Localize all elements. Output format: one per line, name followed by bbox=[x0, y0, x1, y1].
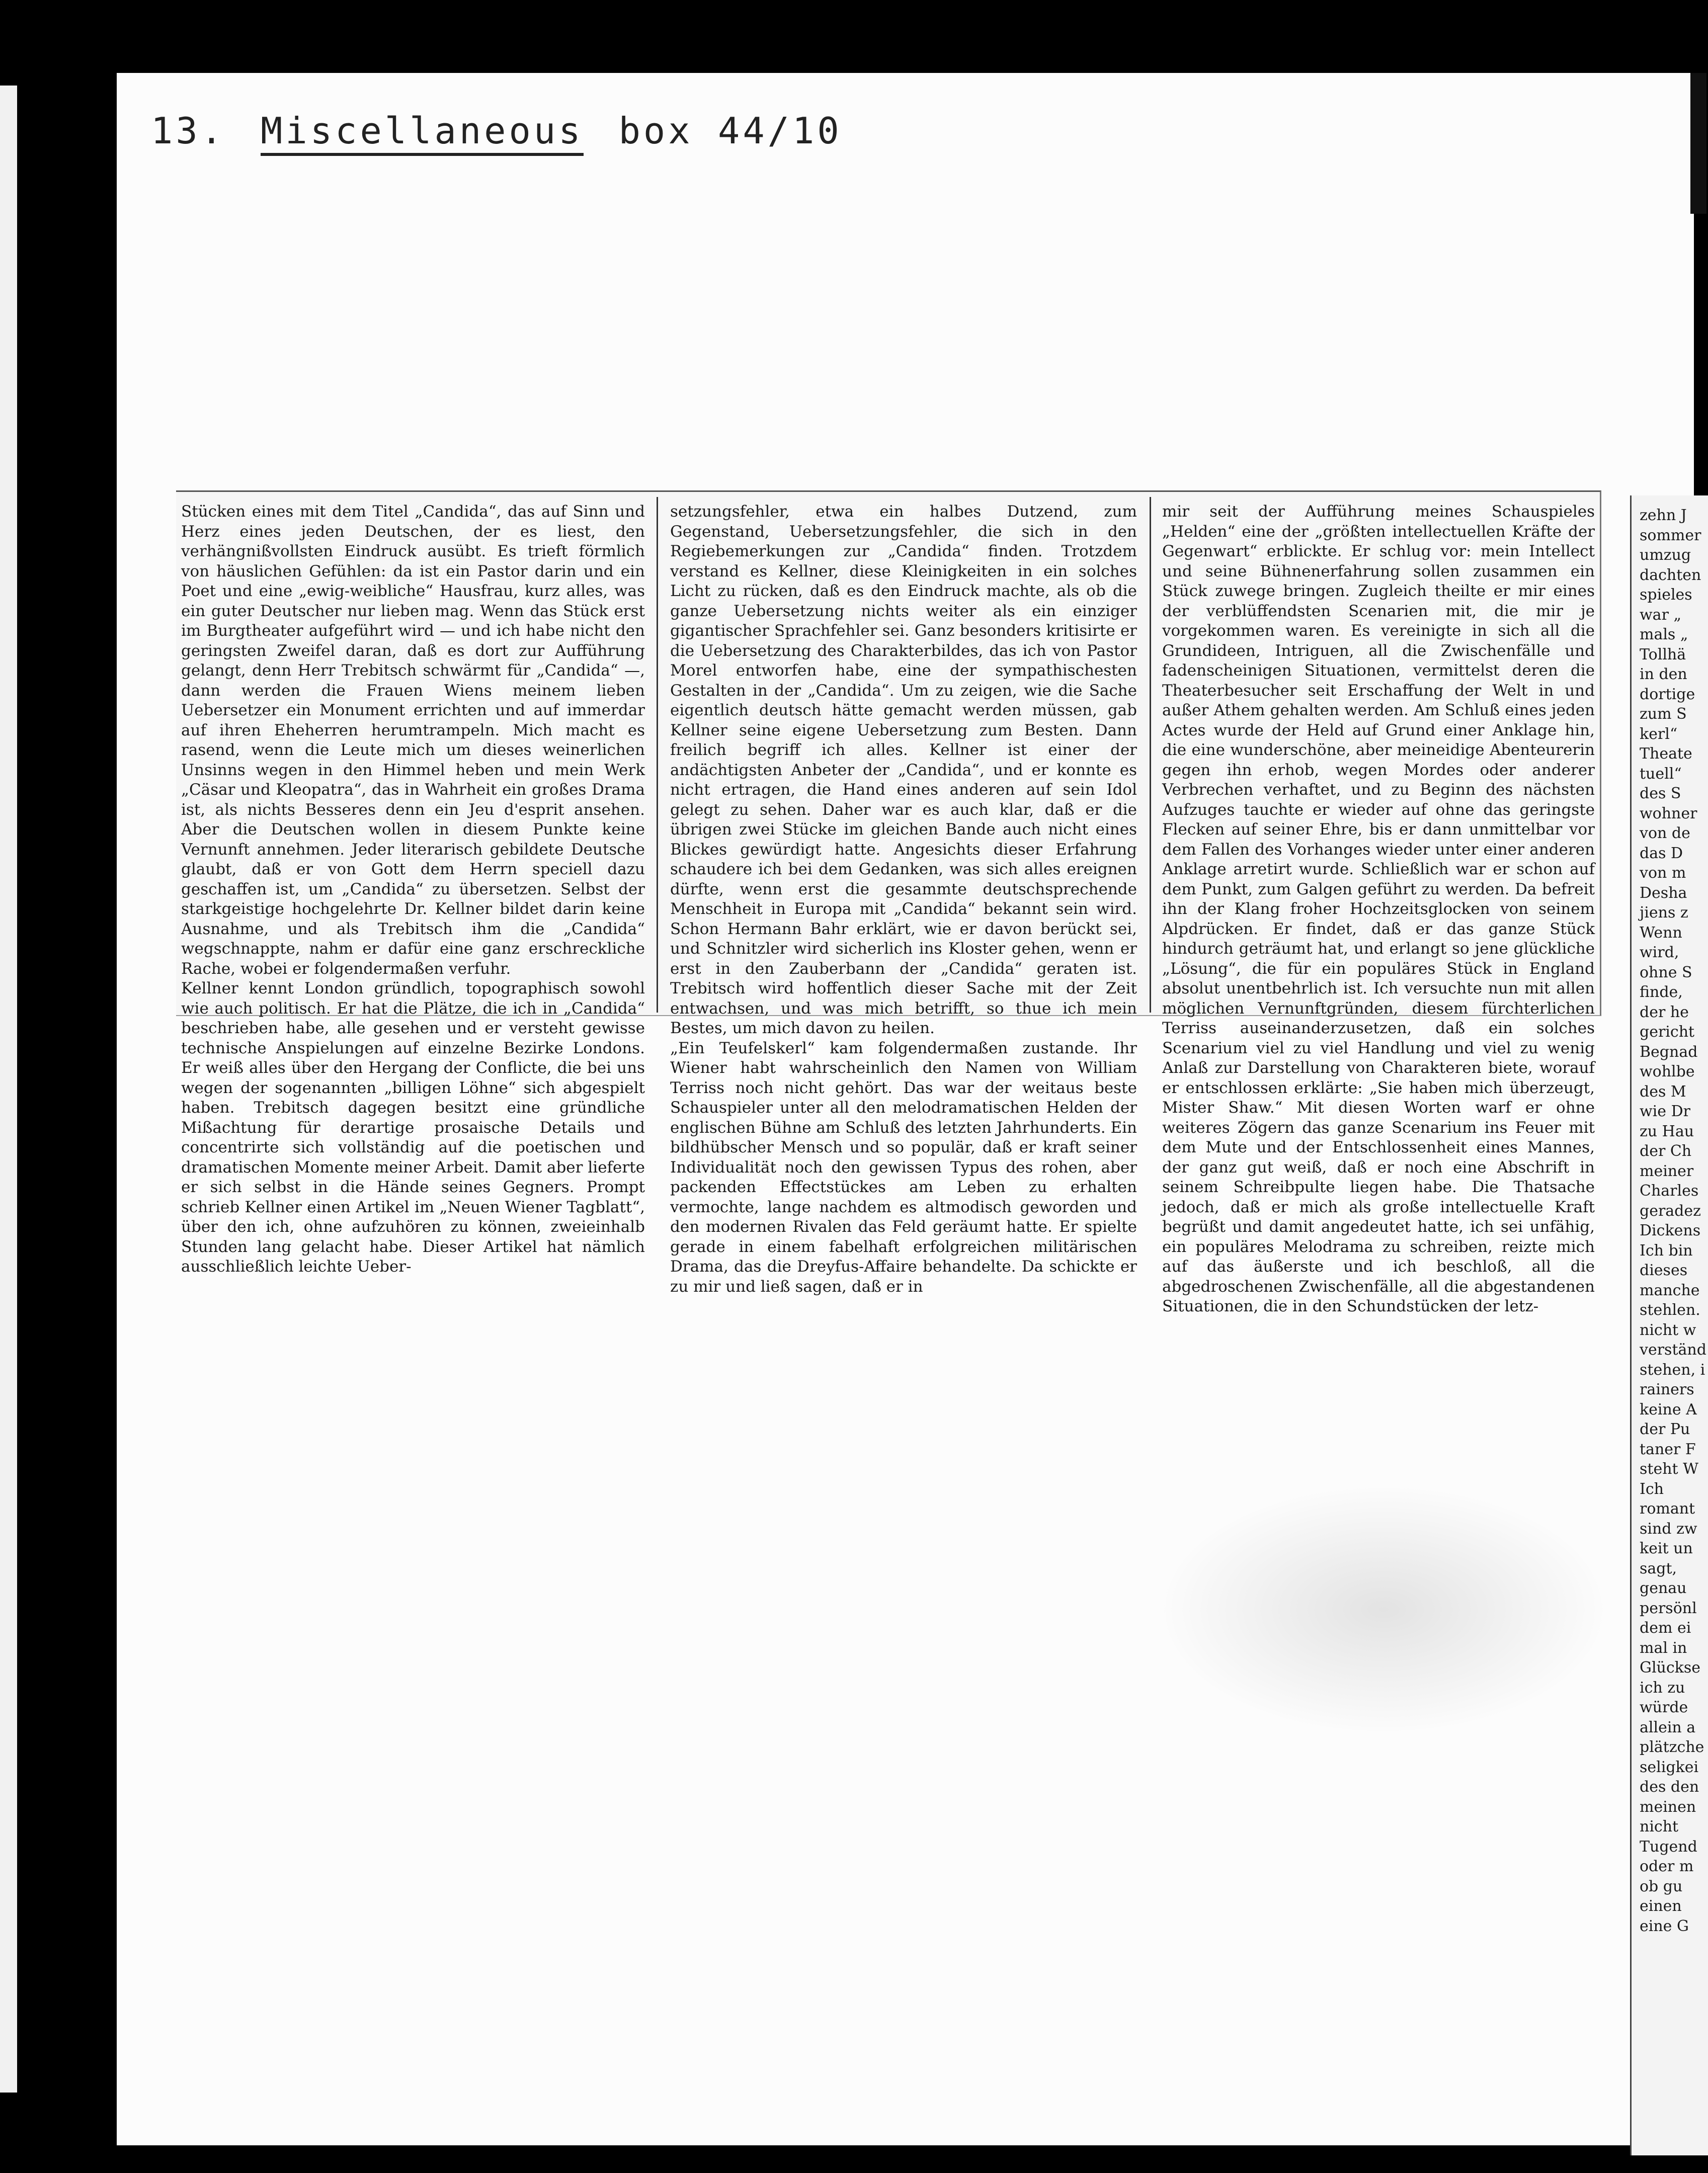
fragment-line: des M bbox=[1640, 1082, 1686, 1101]
fragment-line: gericht bbox=[1640, 1023, 1695, 1041]
fragment-line: dachten bbox=[1640, 566, 1701, 584]
card-category-title: Miscellaneous bbox=[261, 110, 584, 156]
fragment-line: nicht bbox=[1640, 1818, 1679, 1835]
fragment-line: Glückse bbox=[1640, 1659, 1701, 1677]
fragment-line: der he bbox=[1640, 1003, 1689, 1021]
fragment-line: zehn J bbox=[1640, 507, 1687, 524]
column-2-paragraph-2: „Ein Teufelskerl“ kam folgendermaßen zustande. Ihr Wiener habt wahrscheinlich den Namen von William Terriss noch nicht gehört. Das war der weitaus beste Schauspieler unter all den melodramatischen Helden der englischen Bühne am Schluß des letzten Jahrhunderts. Ein bildhübscher Mensch und so populär, daß er kraft seiner Individualität noch den gewissen Typus des rohen, aber packenden Effectstückes am Leben zu erhalten vermochte, lange nachdem es altmodisch geworden und den modernen Rivalen das Feld geräumt hatte. Er spielte gerade in einem fabelhaft erfolgreichen militärischen Drama, das die Dreyfus-Affaire behandelte. Da schickte er zu mir und ließ sagen, daß er in bbox=[670, 1039, 1137, 1296]
fragment-line: von m bbox=[1640, 864, 1686, 882]
fragment-line: in den bbox=[1640, 665, 1687, 683]
fragment-line: manche bbox=[1640, 1281, 1700, 1299]
fragment-line: taner F bbox=[1640, 1440, 1696, 1458]
fragment-line: keit un bbox=[1640, 1540, 1693, 1557]
fragment-line: mal in bbox=[1640, 1639, 1687, 1657]
fragment-line: der Pu bbox=[1640, 1420, 1690, 1438]
column-3-paragraph-1: mir seit der Aufführung meines Schauspieles „Helden“ eine der „größten intellectuellen Kräfte der Gegenwart“ erblickte. Er schlug vor: mein Intellect und seine Bühnenerfahrung sollen zusammen ein Stück zuwege bringen. Zugleich theilte er mir eines der verblüffendsten Scenarien mit, die mir je vorgekommen waren. Es vereinigte in sich all die Grundideen, Intriguen, all die Zwischenfälle und fadenscheinigen Situationen, vermittelst deren die Theaterbesucher seit Erschaffung der Welt in und außer Athem gehalten werden. Am Schluß eines jeden Actes wurde der Held auf Grund einer Anklage hin, die eine wunderschöne, aber meineidige Abenteurerin gegen ihn erhob, wegen Mordes oder anderer Verbrechen verhaftet, und zu Beginn des nächsten Aufzuges tauchte er wieder auf ohne das geringste Flecken auf seiner Ehre, bis er dann unmittelbar vor dem Fallen des Vorhanges wieder unter einer anderen Anklage arretirt wurde. Schließlich war er schon auf dem Punkt, zum Galgen geführt zu werden. Da befreit ihn der Klang froher Hochzeitsglocken von seinem Alpdrücken. Er findet, daß er das ganze Stück hindurch geträumt hat, und erlangt so jene glückliche „Lösung“, die für ein populäres Stück in England absolut unentbehrlich ist. Ich versuchte nun mit allen möglichen Vernunftgründen, diesem fürchterlichen Terriss auseinanderzusetzen, daß ein solches Scenarium viel zu viel Handlung und viel zu wenig Anlaß zur Darstellung von Charakteren biete, worauf er entschlossen erklärte: „Sie haben mich überzeugt, Mister Shaw.“ Mit diesen Worten warf er ohne weiteres Zögern das ganze Scenarium ins Feuer mit dem Mute und der Entschlossenheit eines Mannes, der ganz gut weiß, daß er noch eine Abschrift in seinem Schreibpulte liegen habe. Die Thatsache jedoch, daß er mich als große intellectuelle Kraft begrüßt und damit angedeutet hatte, ich sei unfähig, ein populäres Melodrama zu schreiben, reizte mich auf das äußerste und ich beschloß, all die abgedroschenen Zwischenfälle, all die abgestandenen Situationen, die in den Schundstücken der letz- bbox=[1162, 503, 1595, 1315]
fragment-line: verständ bbox=[1640, 1341, 1706, 1359]
newspaper-clipping bbox=[176, 490, 1601, 1315]
archive-card-label bbox=[151, 110, 877, 152]
fragment-line: wird, bbox=[1640, 944, 1679, 961]
fragment-line: ich zu bbox=[1640, 1679, 1685, 1697]
fragment-line: nicht w bbox=[1640, 1321, 1696, 1339]
fragment-line: war „ bbox=[1640, 606, 1681, 624]
fragment-line: Wenn bbox=[1640, 924, 1682, 942]
fragment-line: spieles bbox=[1640, 586, 1692, 604]
fragment-line: ohne S bbox=[1640, 963, 1692, 981]
fragment-line: Ich bin bbox=[1640, 1241, 1693, 1260]
fragment-line: ob gu bbox=[1640, 1877, 1683, 1895]
fragment-line: Charles bbox=[1640, 1182, 1699, 1200]
clipping-column-3 bbox=[1162, 502, 1595, 1315]
fragment-line: meiner bbox=[1640, 1162, 1694, 1180]
fragment-line: Desha bbox=[1640, 884, 1687, 902]
fragment-line: wie Dr bbox=[1640, 1103, 1690, 1120]
column-1-paragraph-2: Kellner kennt London gründlich, topographisch sowohl wie auch politisch. Er hat die Plätze, die ich in „Candida“ beschrieben habe, alle gesehen und er versteht gewisse technische Anspielungen auf einzelne Bezirke Londons. Er weiß alles über den Hergang der Conflicte, die bei uns wegen der sogenannten „billigen Löhne“ sich abgespielt haben. Trebitsch dagegen besitzt eine gründliche Mißachtung für derartige prosaische Details und concentrirte sich vollständig auf die poetischen und dramatischen Momente meiner Arbeit. Damit aber lieferte er sich selbst in die Hände seines Gegners. Prompt schrieb Kellner einen Artikel im „Neuen Wiener Tagblatt“, über den ich, ohne aufzuhören zu können, zweieinhalb Stunden lang gelacht habe. Dieser Artikel hat nämlich ausschließlich leichte Ueber- bbox=[181, 979, 645, 1276]
card-box-number: box 44/10 bbox=[618, 110, 842, 152]
column-rule bbox=[657, 497, 658, 1013]
fragment-line: genau bbox=[1640, 1579, 1687, 1597]
fragment-line: dortige bbox=[1640, 685, 1695, 703]
fragment-line: sommer bbox=[1640, 526, 1701, 544]
fragment-line: zu Hau bbox=[1640, 1122, 1694, 1140]
fragment-line: Tugend bbox=[1640, 1837, 1697, 1856]
fragment-line: wohlbe bbox=[1640, 1063, 1695, 1080]
fragment-line: des den bbox=[1640, 1778, 1699, 1796]
adjacent-page-edge bbox=[0, 86, 17, 2093]
card-edge-shadow bbox=[1690, 73, 1706, 214]
fragment-line: dieses bbox=[1640, 1262, 1688, 1279]
fragment-line: Theate bbox=[1640, 745, 1692, 763]
fragment-line: kerl“ bbox=[1640, 725, 1678, 743]
fragment-line: dem ei bbox=[1640, 1619, 1691, 1637]
fragment-line: das D bbox=[1640, 844, 1683, 862]
fragment-line: steht W bbox=[1640, 1460, 1698, 1478]
fragment-line: würde bbox=[1640, 1699, 1688, 1716]
fragment-line: tuell“ bbox=[1640, 765, 1682, 783]
clipping-column-2 bbox=[670, 502, 1137, 1296]
fragment-line: des S bbox=[1640, 785, 1681, 802]
fragment-line: Ich bbox=[1640, 1480, 1664, 1498]
fragment-line: oder m bbox=[1640, 1858, 1694, 1875]
fragment-line: keine A bbox=[1640, 1400, 1697, 1418]
fragment-line: eine G bbox=[1640, 1917, 1689, 1935]
fragment-line: der Ch bbox=[1640, 1142, 1692, 1160]
card-number: 13. bbox=[151, 110, 226, 152]
fragment-line: romant bbox=[1640, 1500, 1695, 1518]
fragment-line: zum S bbox=[1640, 705, 1687, 723]
column-2-paragraph-1: setzungsfehler, etwa ein halbes Dutzend, zum Gegenstand, Uebersetzungsfehler, die sich in den Regiebemerkungen zur „Candida“ finden. Trotzdem verstand es Kellner, diese Kleinigkeiten in ein solches Licht zu rücken, daß es den Eindruck machte, als ob die ganze Uebersetzung nichts weiter als ein einziger gigantischer Sprachfehler sei. Ganz besonders kritisirte er die Uebersetzung des Charakterbildes, das ich von Pastor Morel entworfen habe, eine der sympathischesten Gestalten in der „Candida“. Um zu zeigen, wie die Sache eigentlich deutsch hätte gemacht werden müssen, gab Kellner seine eigene Uebersetzung zum Besten. Dann freilich begriff ich alles. Kellner ist einer der andächtigsten Anbeter der „Candida“, und er konnte es nicht ertragen, die Hand eines anderen auf sein Idol gelegt zu sehen. Daher war es auch klar, daß er die übrigen zwei Stücke im gleichen Bande auch nicht eines Blickes gewürdigt hatte. Angesichts dieser Erfahrung schaudere ich bei dem Gedanken, was sich alles ereignen dürfte, wenn erst die gesammte deutschsprechende Menschheit in Europa mit „Candida“ bekannt sein wird. Schon Hermann Bahr erklärt, wie er davon berückt sei, und Schnitzler wird sicherlich ins Kloster gehen, wenn er erst in den Zauberbann der „Candida“ geraten ist. Trebitsch wird hoffentlich dieser Sache mit der Zeit entwachsen, und was mich betrifft, so thue ich mein Bestes, um mich davon zu heilen. bbox=[670, 503, 1137, 1037]
fragment-line: mals „ bbox=[1640, 626, 1688, 643]
fragment-line: Tollhä bbox=[1640, 645, 1686, 663]
fragment-line: meinen bbox=[1640, 1798, 1696, 1816]
fragment-line: stehlen. bbox=[1640, 1301, 1700, 1319]
fragment-line: rainers bbox=[1640, 1381, 1694, 1398]
fragment-line: Dickens bbox=[1640, 1222, 1701, 1239]
clipping-column-1 bbox=[181, 502, 645, 1276]
column-rule bbox=[1150, 497, 1151, 1013]
fragment-line: wohner bbox=[1640, 804, 1697, 822]
fragment-line: umzug bbox=[1640, 546, 1691, 564]
fragment-line: geradez bbox=[1640, 1202, 1701, 1220]
fragment-line: allein a bbox=[1640, 1718, 1696, 1736]
paper-stain bbox=[1157, 1484, 1610, 1735]
fragment-line: persönl bbox=[1640, 1599, 1697, 1617]
column-1-paragraph-1: Stücken eines mit dem Titel „Candida“, das auf Sinn und Herz eines jeden Deutschen, der es liest, den verhängnißvollsten Eindruck ausübt. Es trieft förmlich von häuslichen Gefühlen: da ist ein Pastor darin und ein Poet und eine „ewig-weibliche“ Hausfrau, kurz alles, was ein guter Deutscher nur lieben mag. Wenn das Stück erst im Burgtheater aufgeführt wird — und ich habe nicht den geringsten Zweifel daran, daß es dort zur Aufführung gelangt, denn Herr Trebitsch schwärmt für „Candida“ —, dann werden die Frauen Wiens meinem lieben Uebersetzer ein Monument errichten und auf immerdar auf ihren Eheherren herumtrampeln. Mich macht es rasend, wenn die Leute mich um dieses weinerlichen Unsinns wegen in den Himmel heben und mein Werk „Cäsar und Kleopatra“, das in Wahrheit ein großes Drama ist, als nichts Besseres denn ein Jeu d'esprit ansehen. Aber die Deutschen wollen in diesem Punkte keine Vernunft annehmen. Jeder literarisch gebildete Deutsche glaubt, daß er von Gott dem Herrn speciell dazu geschaffen ist, um „Candida“ zu übersetzen. Selbst der starkgeistige hochgelehrte Dr. Kellner bildet darin keine Ausnahme, und als Trebitsch ihm die „Candida“ wegschnappte, nahm er dafür eine ganz erschreckliche Rache, wobei er folgendermaßen verfuhr. bbox=[181, 503, 645, 978]
fragment-line: seligkei bbox=[1640, 1758, 1699, 1776]
fragment-line: einen bbox=[1640, 1897, 1682, 1915]
fragment-line: Begnad bbox=[1640, 1043, 1698, 1061]
fragment-line: finde, bbox=[1640, 983, 1683, 1001]
fragment-line: sagt, bbox=[1640, 1559, 1677, 1577]
adjacent-clipping-fragment bbox=[1630, 495, 1708, 2155]
fragment-line: jiens z bbox=[1640, 904, 1688, 922]
fragment-line: stehen, i bbox=[1640, 1361, 1705, 1379]
fragment-line: von de bbox=[1640, 824, 1690, 842]
fragment-line: sind zw bbox=[1640, 1520, 1697, 1538]
fragment-line: plätzche bbox=[1640, 1738, 1704, 1756]
